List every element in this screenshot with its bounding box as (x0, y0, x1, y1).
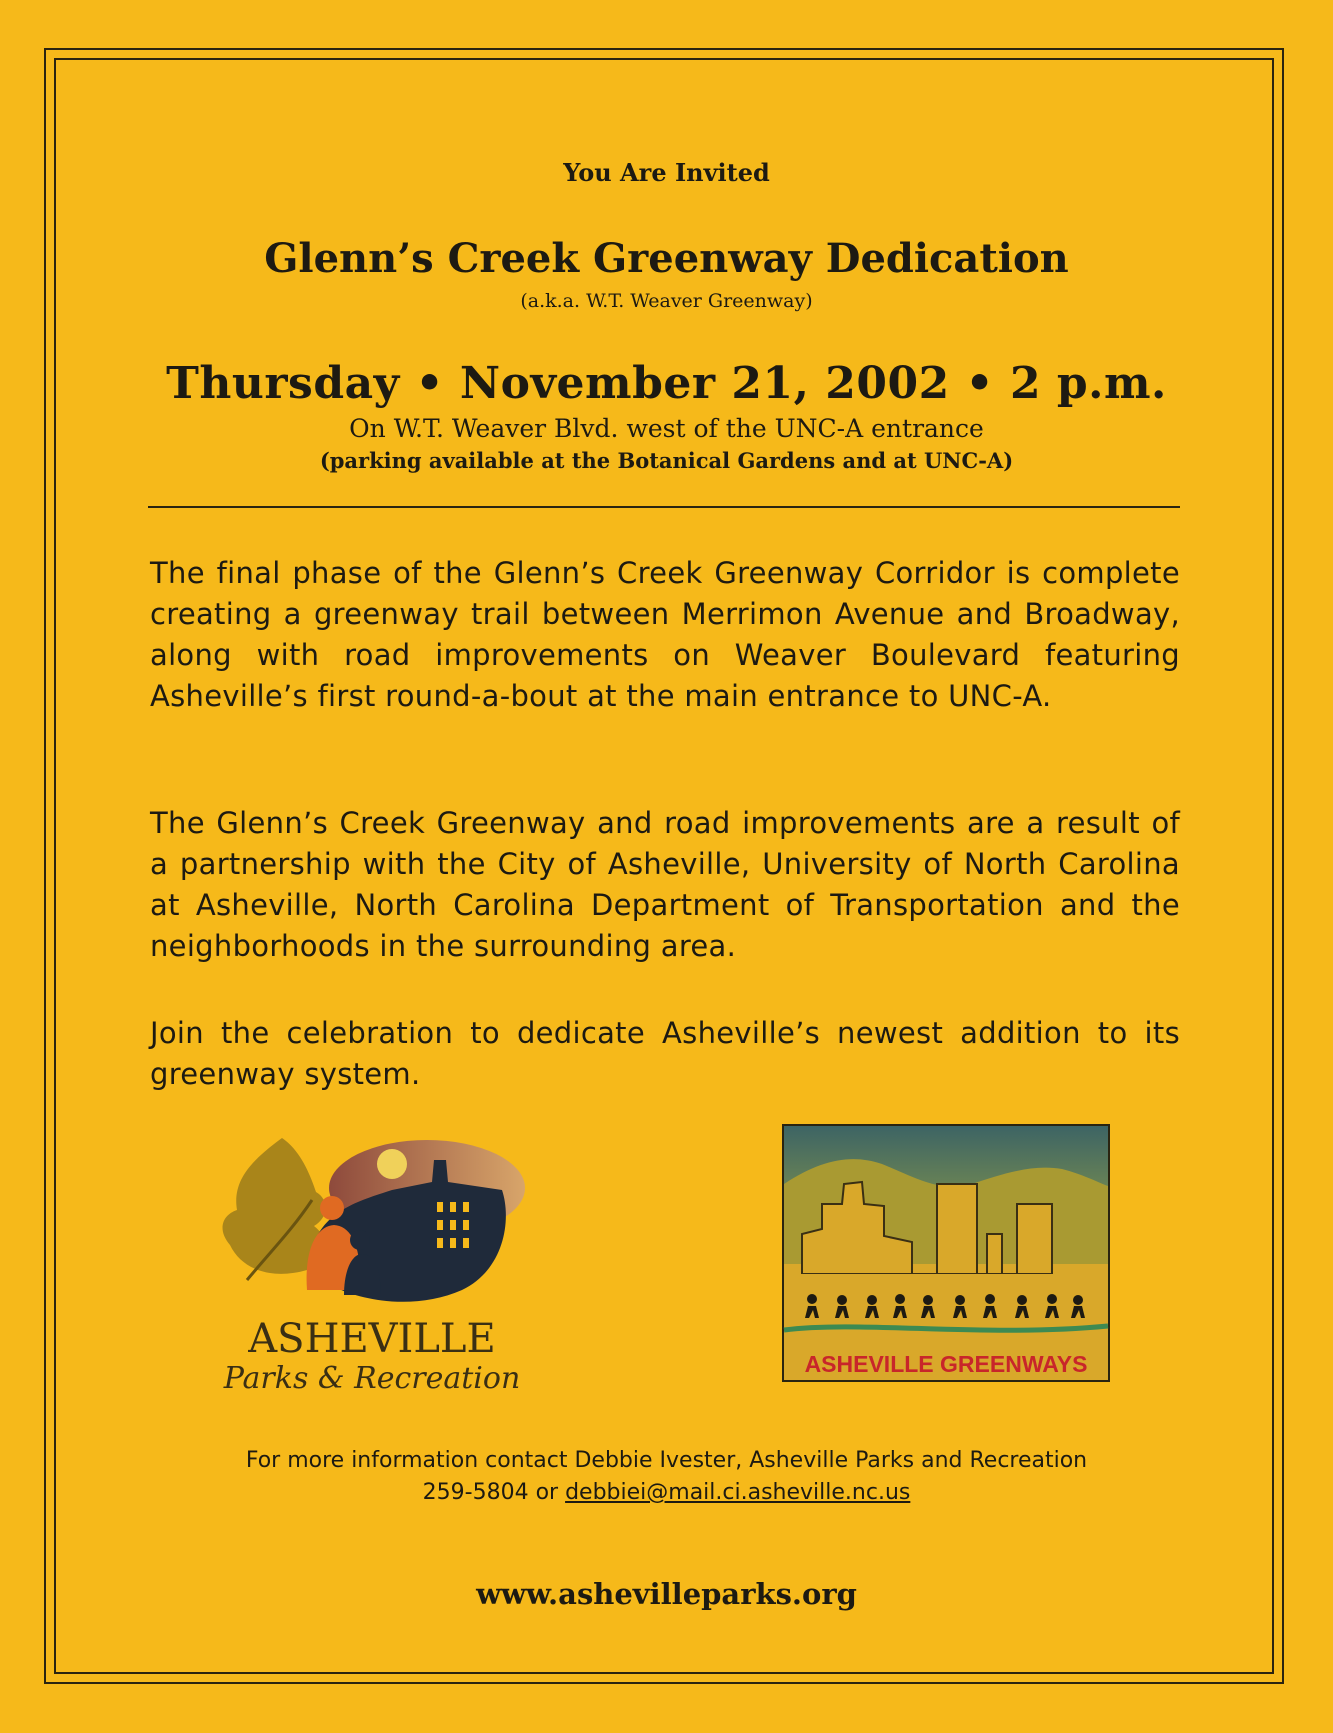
contact-phone: 259-5804 or (422, 1480, 566, 1505)
body-paragraph-1: The final phase of the Glenn’s Creek Greenway Corridor is complete creating a greenway trail between Merrimon Avenue and Broadway, along with road improvements on Weaver Boulevard featuring Asheville’s first round-a-bout at the main entrance to UNC-A. (150, 556, 1180, 713)
asheville-parks-logo (212, 1130, 532, 1402)
event-date-time: Thursday • November 21, 2002 • 2 p.m. (166, 358, 1167, 409)
website-link[interactable]: www.ashevilleparks.org (476, 1577, 857, 1611)
divider-rule (148, 506, 1180, 508)
parks-logo-text: ASHEVILLE (248, 1316, 496, 1362)
invited-kicker: You Are Invited (563, 158, 770, 187)
sun-icon (377, 1149, 407, 1179)
asheville-greenways-logo (782, 1124, 1110, 1382)
event-location: On W.T. Weaver Blvd. west of the UNC-A entrance (349, 414, 984, 443)
contact-email-link[interactable]: debbiei@mail.ci.asheville.nc.us (565, 1480, 911, 1505)
contact-line: For more information contact Debbie Ivester, Asheville Parks and Recreation (245, 1448, 1088, 1473)
event-aka: (a.k.a. W.T. Weaver Greenway) (520, 290, 813, 312)
body-paragraph-3: Join the celebration to dedicate Asheville’s newest addition to its greenway system. (150, 1016, 1180, 1091)
body-paragraph-2: The Glenn’s Creek Greenway and road improvements are a result of a partnership with the City of Asheville, University of North Carolina at Asheville, North Carolina Department of Transportation and the neighborhoods in the surrounding area. (150, 806, 1180, 963)
greenways-logo-text: ASHEVILLE GREENWAYS (804, 1351, 1088, 1377)
event-title: Glenn’s Creek Greenway Dedication (264, 235, 1069, 282)
contact-phone-email (0, 1480, 1333, 1505)
parking-note: (parking available at the Botanical Gardens and at UNC-A) (319, 448, 1014, 473)
parks-logo-subtitle: Parks & Recreation (223, 1361, 521, 1396)
